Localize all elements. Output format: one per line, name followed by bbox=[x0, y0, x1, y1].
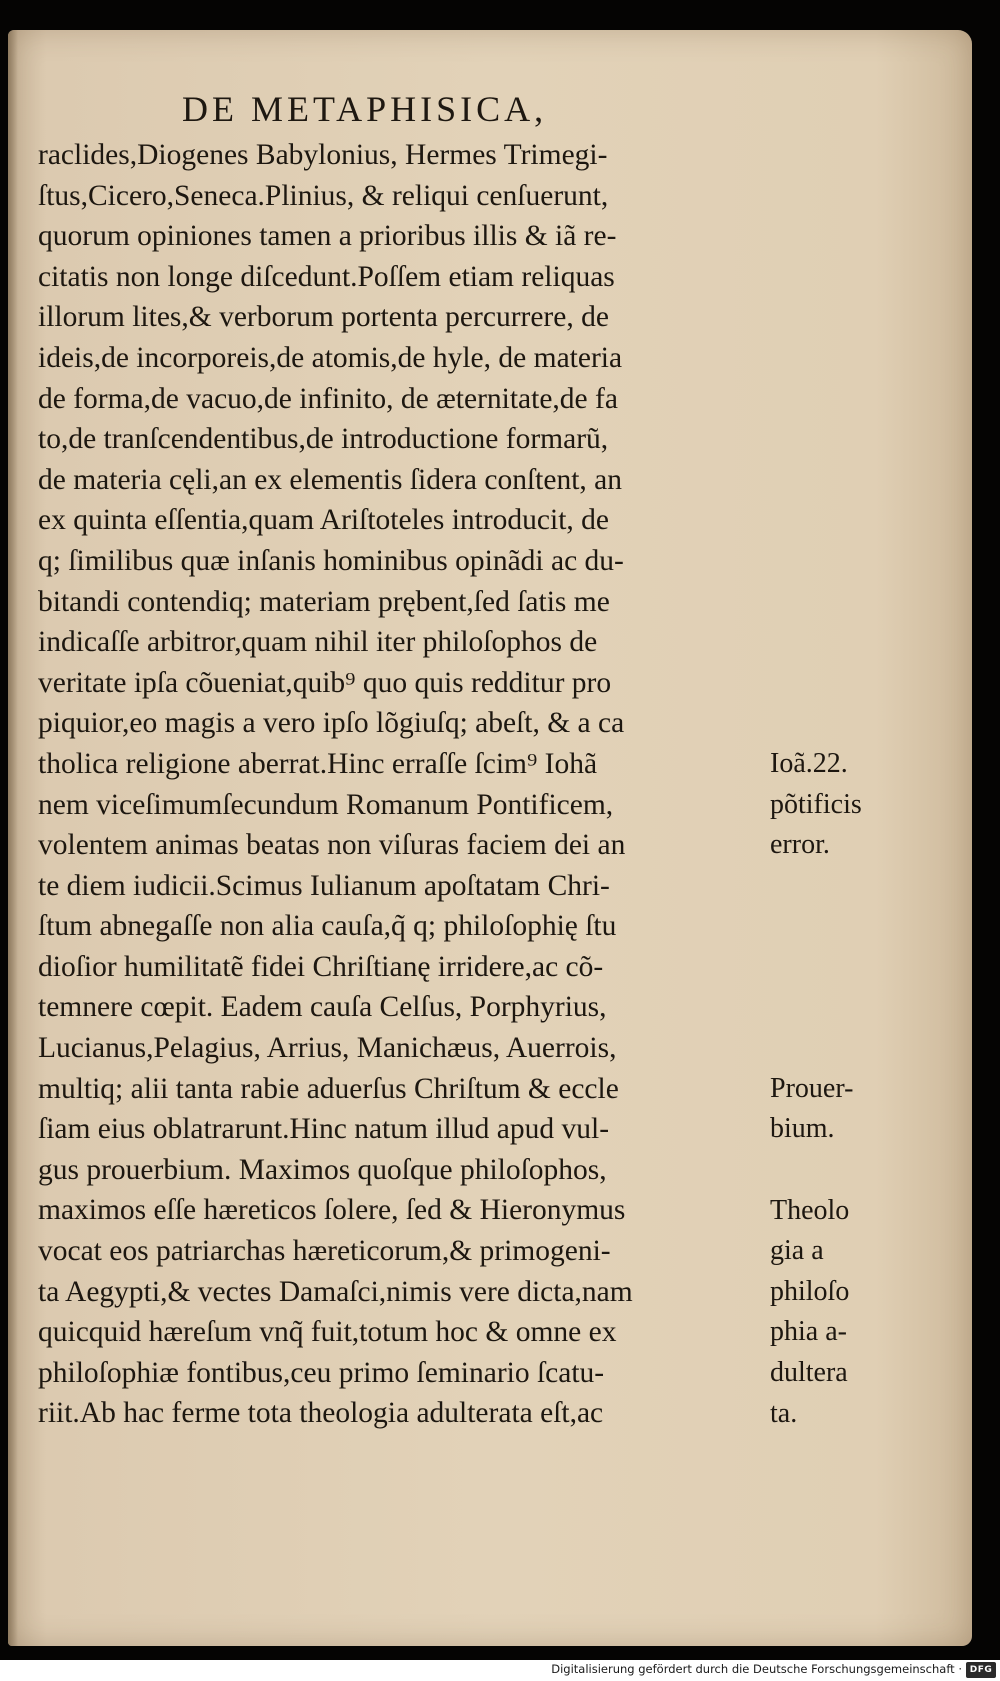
text-line: Lucianus,Pelagius, Arrius, Manichæus, Auerrois, bbox=[38, 1032, 617, 1065]
text-line: ideis,de incorporeis,de atomis,de hyle, de materia bbox=[38, 341, 623, 374]
text-line: gus prouerbium. Maximos quoſque philoſophos, bbox=[38, 1153, 607, 1186]
text-line: illorum lites,& verborum portenta percurrere, de bbox=[38, 301, 609, 334]
text-line: dioſior humilitatẽ fidei Chriſtianę irridere,ac cõ- bbox=[38, 950, 604, 983]
marginal-note-line: phia a- bbox=[770, 1316, 847, 1348]
text-line: nem viceſimumſecundum Romanum Pontificem, bbox=[38, 788, 614, 821]
text-line: quorum opiniones tamen a prioribus illis & iã re- bbox=[38, 220, 617, 253]
marginal-note bbox=[770, 744, 900, 866]
text-line: philoſophiæ fontibus,ceu primo ſeminario ſcatu- bbox=[38, 1356, 605, 1389]
text-line: temnere cœpit. Eadem cauſa Celſus, Porphyrius, bbox=[38, 991, 607, 1024]
text-line: veritate ipſa cõueniat,quib⁹ quo quis redditur pro bbox=[38, 666, 612, 699]
text-line: ex quinta eſſentia,quam Ariſtoteles introducit, de bbox=[38, 504, 610, 537]
marginal-note-line: põtificis bbox=[770, 788, 862, 820]
text-line: ta Aegypti,& vectes Damaſci,nimis vere dicta,nam bbox=[38, 1275, 633, 1308]
marginal-note-line: ta. bbox=[770, 1397, 798, 1429]
text-line: piquior,eo magis a vero ipſo lõgiuſq; abeſt, & a ca bbox=[38, 707, 625, 740]
text-line: tholica religione aberrat.Hinc erraſſe ſcim⁹ Iohã bbox=[38, 747, 598, 780]
text-line: te diem iudicii.Scimus Iulianum apoſtatam Chri- bbox=[38, 869, 610, 902]
marginal-note-line: bium. bbox=[770, 1113, 835, 1145]
dfg-logo: DFG bbox=[966, 1662, 996, 1678]
text-line: citatis non longe diſcedunt.Poſſem etiam reliquas bbox=[38, 260, 615, 293]
text-line: de materia cęli,an ex elementis ſidera conſtent, an bbox=[38, 463, 622, 496]
footer-credit: Digitalisierung gefördert durch die Deutsche Forschungsgemeinschaft · bbox=[551, 1662, 962, 1676]
marginal-note-line: gia a bbox=[770, 1235, 824, 1267]
marginal-note-line: Theolo bbox=[770, 1194, 850, 1226]
text-line: raclides,Diogenes Babylonius, Hermes Trimegi- bbox=[38, 139, 608, 171]
text-line: multiq; alii tanta rabie aduerſus Chriſtum & eccle bbox=[38, 1072, 619, 1105]
running-head: DE METAPHISICA, bbox=[182, 89, 548, 129]
marginal-note bbox=[770, 1191, 900, 1435]
text-line: riit.Ab hac ferme tota theologia adulterata eſt,ac bbox=[38, 1397, 604, 1430]
text-line: indicaſſe arbitror,quam nihil iter philoſophos de bbox=[38, 626, 598, 659]
text-line: ſtum abnegaſſe non alia cauſa,q̃ q; philoſophię ſtu bbox=[38, 910, 617, 943]
text-line: bitandi contendiq; materiam prębent,ſed ſatis me bbox=[38, 585, 610, 618]
text-line: maximos eſſe hæreticos ſolere, ſed & Hieronymus bbox=[38, 1194, 626, 1227]
marginal-note-line: Prouer- bbox=[770, 1072, 854, 1104]
page-binding-edge bbox=[8, 30, 18, 1646]
text-line: ſtus,Cicero,Seneca.Plinius, & reliqui cenſuerunt, bbox=[38, 179, 609, 212]
text-line: vocat eos patriarchas hæreticorum,& primogeni- bbox=[38, 1235, 611, 1268]
text-line: quicquid hæreſum vnq̃ fuit,totum hoc & omne ex bbox=[38, 1316, 617, 1349]
marginal-note bbox=[770, 1069, 900, 1150]
marginal-note-line: error. bbox=[770, 829, 830, 861]
footer-bar bbox=[0, 1660, 1000, 1681]
body-text bbox=[38, 135, 783, 1434]
marginal-note-line: Ioã.22. bbox=[770, 748, 848, 779]
text-line: ſiam eius oblatrarunt.Hinc natum illud apud vul- bbox=[38, 1113, 610, 1146]
text-line: to,de tranſcendentibus,de introductione formarũ, bbox=[38, 423, 609, 456]
text-line: volentem animas beatas non viſuras faciem dei an bbox=[38, 829, 626, 862]
marginal-note-line: philoſo bbox=[770, 1275, 850, 1307]
marginal-note-line: dultera bbox=[770, 1356, 848, 1388]
text-line: de forma,de vacuo,de infinito, de æternitate,de fa bbox=[38, 382, 618, 415]
text-line: q; ſimilibus quæ inſanis hominibus opinãdi ac du- bbox=[38, 544, 624, 577]
